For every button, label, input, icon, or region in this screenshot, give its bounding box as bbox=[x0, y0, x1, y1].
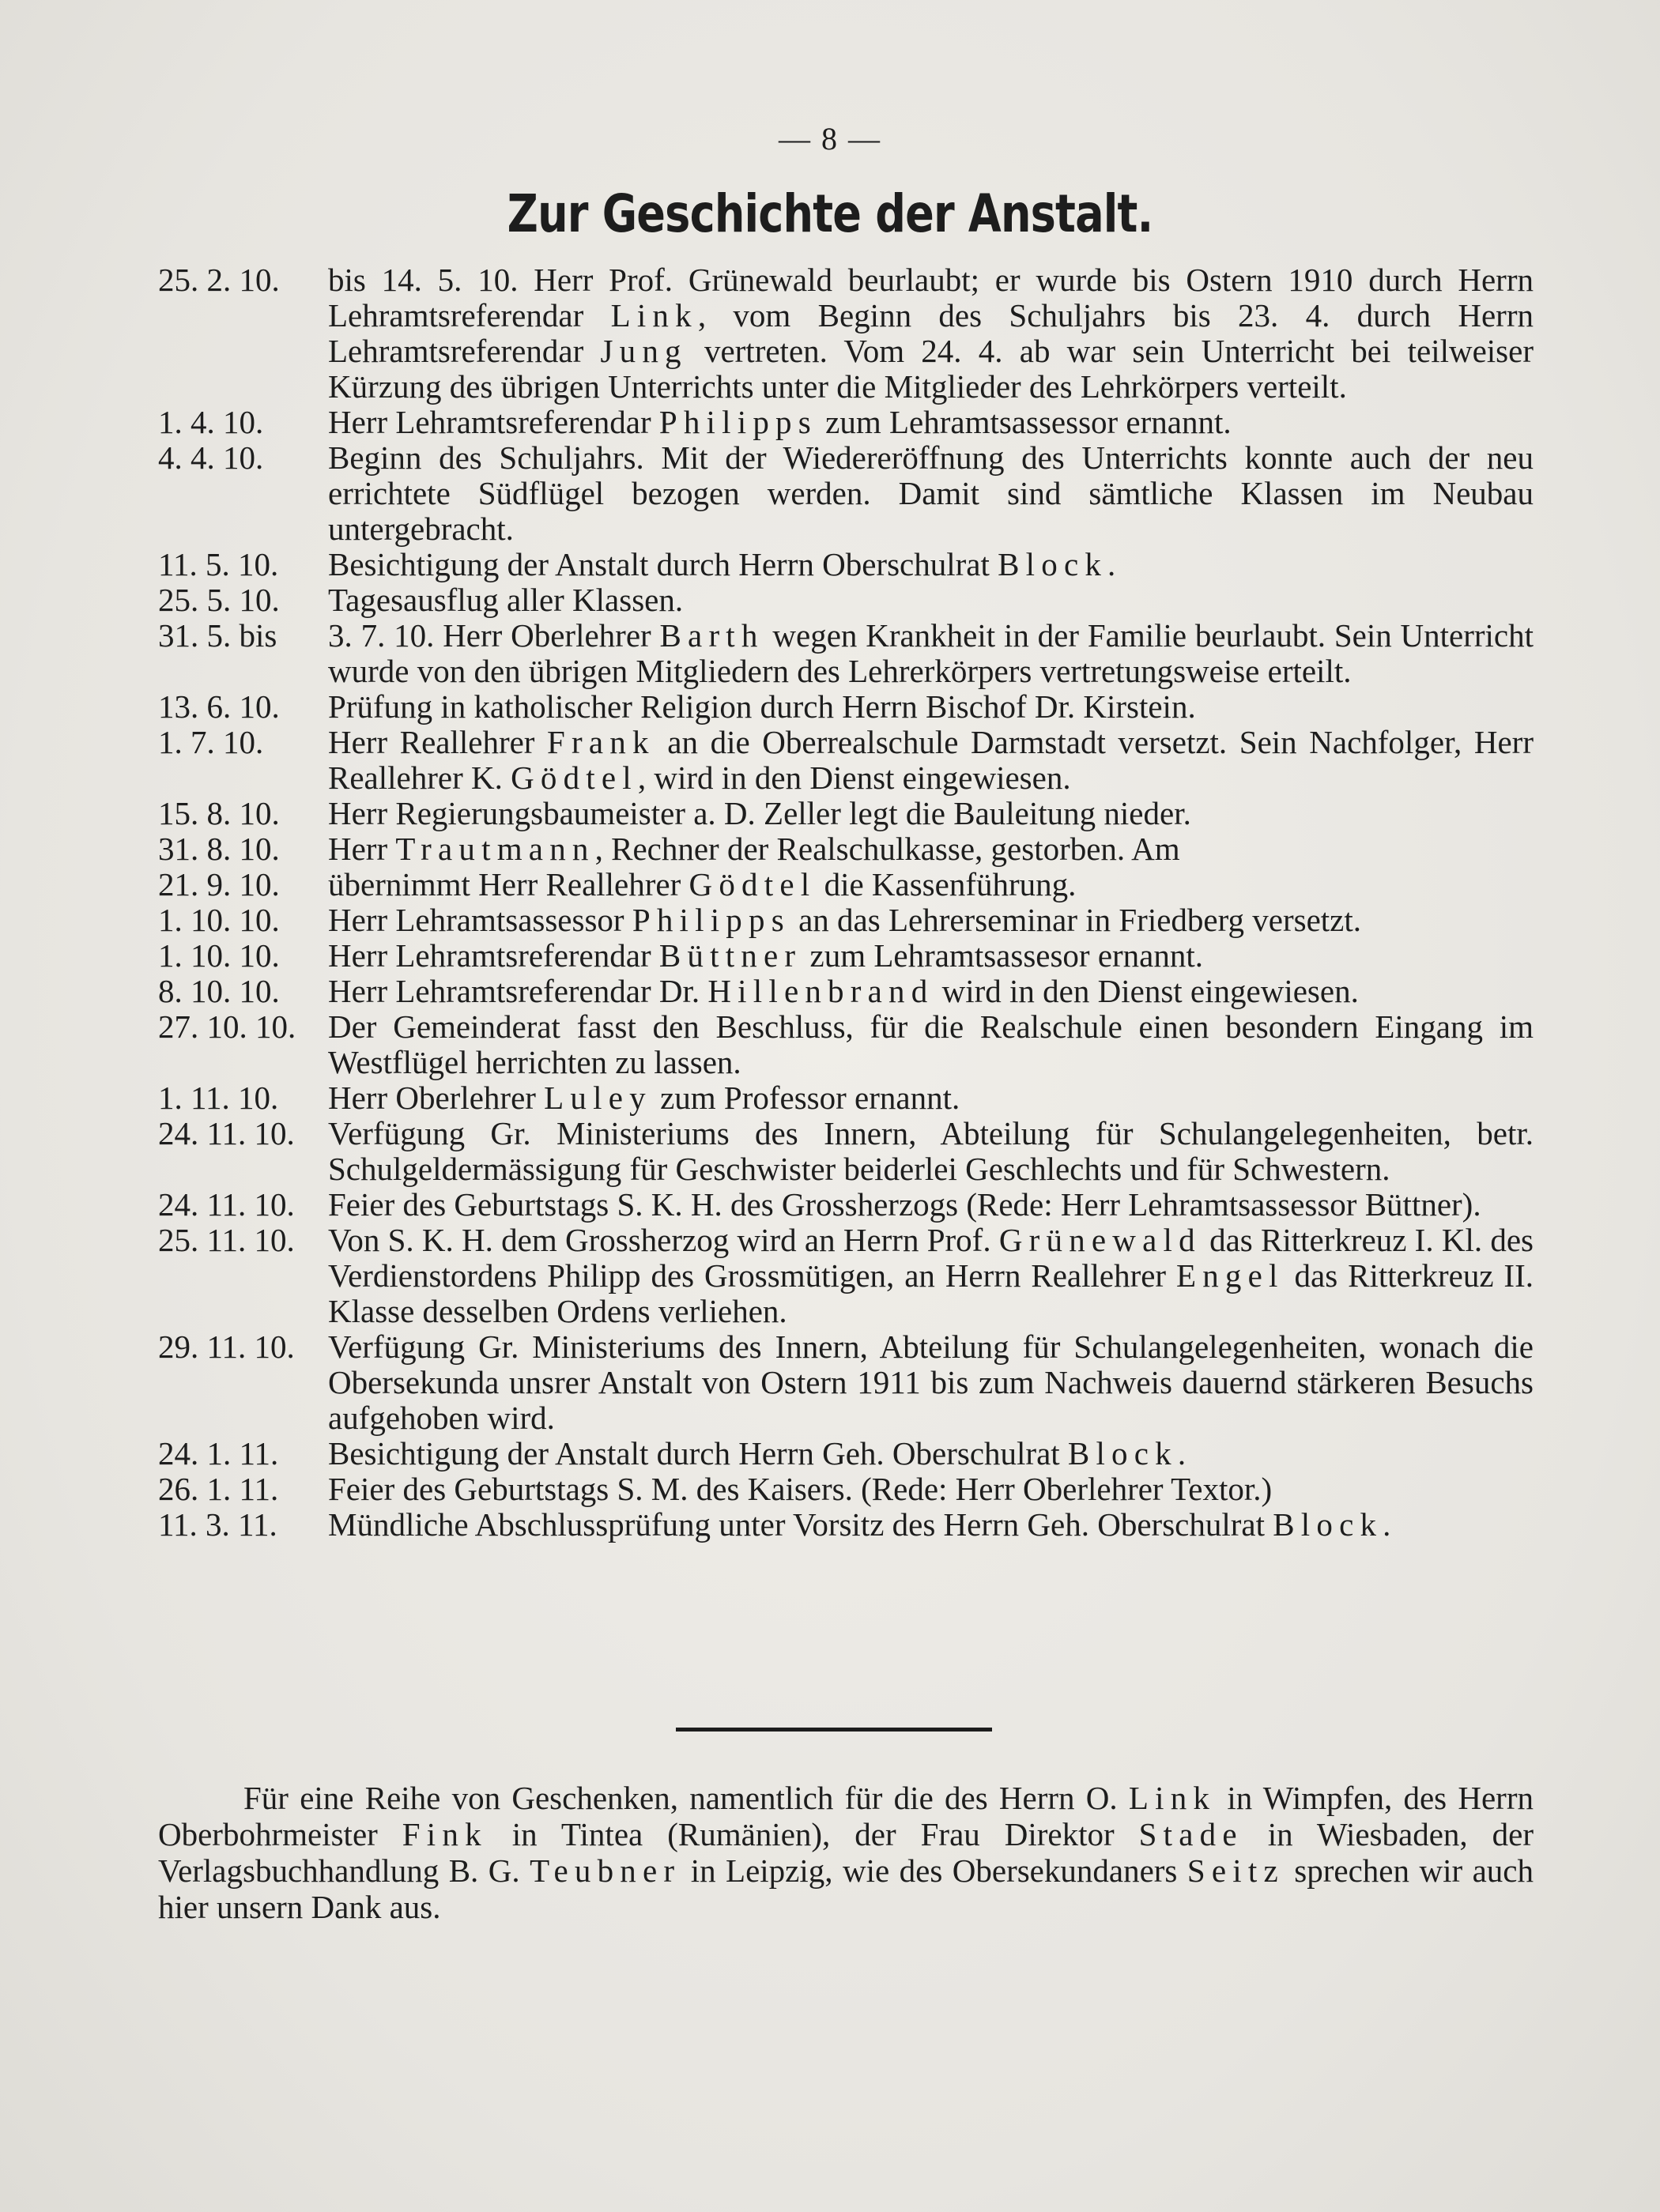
entry-text-segment: in Wimpfen, des Herrn Oberbohrmeister bbox=[158, 1780, 1534, 1852]
entry-text-segment: in Leipzig, wie des Obersekundaners bbox=[681, 1852, 1187, 1889]
page-title: Zur Geschichte der Anstalt. bbox=[507, 183, 1153, 244]
entry-date: 31. 8. 10. bbox=[158, 831, 280, 867]
entry-text-segment: , wird in den Dienst eingewiesen. bbox=[637, 759, 1071, 796]
chronicle-entry bbox=[158, 903, 1534, 938]
entry-date: 15. 8. 10. bbox=[158, 795, 280, 831]
entry-text-segment: zum Lehramtsassesor ernannt. bbox=[802, 937, 1204, 974]
entry-date: 24. 11. 10. bbox=[158, 1115, 295, 1151]
entry-text-segment: in Tintea (Rumänien), der Frau Direktor bbox=[487, 1816, 1139, 1852]
spaced-name: Barth bbox=[659, 617, 764, 654]
entry-date: 26. 1. 11. bbox=[158, 1471, 279, 1507]
entry-text-segment: Herr Oberlehrer bbox=[328, 1080, 545, 1116]
entry-text-segment: Verfügung Gr. Ministeriums des Innern, Abteilung für Schulangelegenheiten, wonach die Obersekunda unsrer Anstalt von Ostern 1911 bis zum Nachweis dauernd stärkeren Besuchs aufgehoben wird. bbox=[328, 1328, 1534, 1436]
entry-text-segment: Mündliche Abschlussprüfung unter Vorsitz des Herrn Geh. Oberschulrat bbox=[328, 1506, 1273, 1543]
entry-date: 1. 4. 10. bbox=[158, 404, 264, 440]
entry-date: 11. 3. 11. bbox=[158, 1506, 277, 1543]
entry-text-segment: Besichtigung der Anstalt durch Herrn Oberschulrat bbox=[328, 546, 998, 582]
entry-text-segment: 3. 7. 10. Herr Oberlehrer bbox=[328, 617, 660, 654]
entry-text-segment: Prüfung in katholischer Religion durch Herrn Bischof Dr. Kirstein. bbox=[328, 688, 1196, 725]
entry-date: 11. 5. 10. bbox=[158, 546, 279, 582]
entry-text bbox=[328, 1187, 1534, 1223]
chronicle-entry bbox=[158, 974, 1534, 1009]
entry-text bbox=[328, 903, 1534, 938]
entry-text bbox=[328, 547, 1534, 582]
entry-text bbox=[328, 440, 1534, 547]
chronicle-entry bbox=[158, 1116, 1534, 1187]
entry-date: 21. 9. 10. bbox=[158, 866, 280, 903]
entry-text-segment: Feier des Geburtstags S. M. des Kaisers. (Rede: Herr Oberlehrer Textor.) bbox=[328, 1471, 1273, 1507]
chronicle-entry bbox=[158, 938, 1534, 974]
entry-text-segment: , vom Beginn des Schuljahrs bis 23. 4. durch Herrn Lehramtsreferendar bbox=[328, 297, 1534, 369]
entry-date: 24. 11. 10. bbox=[158, 1186, 295, 1223]
chronicle-entry bbox=[158, 867, 1534, 903]
entry-text-segment: vertreten. Vom 24. 4. ab war sein Unterricht bei teilweiser Kürzung des übrigen Unterrichts unter die Mitglieder des Lehrkörpers verteilt. bbox=[328, 333, 1534, 405]
entry-date: 1. 7. 10. bbox=[158, 724, 264, 760]
entry-text-segment: Herr Regierungsbaumeister a. D. Zeller legt die Bauleitung nieder. bbox=[328, 795, 1191, 831]
entry-text-segment: sprechen wir auch hier unsern Dank aus. bbox=[158, 1852, 1534, 1925]
chronicle-entry bbox=[158, 831, 1534, 867]
page-number: — 8 — bbox=[779, 121, 881, 156]
entry-text-segment: wird in den Dienst eingewiesen. bbox=[934, 973, 1359, 1009]
spaced-name: Link bbox=[610, 297, 698, 333]
chronicle-entry bbox=[158, 796, 1534, 831]
spaced-name: Gödtel bbox=[511, 759, 638, 796]
entry-text bbox=[328, 262, 1534, 405]
spaced-name: Frank bbox=[547, 724, 655, 760]
spaced-name: Luley bbox=[544, 1080, 652, 1116]
entry-text bbox=[328, 1329, 1534, 1436]
entry-date: 29. 11. 10. bbox=[158, 1328, 295, 1365]
chronicle-entry bbox=[158, 547, 1534, 582]
chronicle-entry bbox=[158, 1329, 1534, 1436]
spaced-name: Block bbox=[1273, 1506, 1383, 1543]
entry-text-segment: Beginn des Schuljahrs. Mit der Wiedereröffnung des Unterrichts konnte auch der neu errichtete Südflügel bezogen werden. Damit sind sämtliche Klassen im Neubau untergebracht. bbox=[328, 439, 1534, 547]
entry-text bbox=[328, 974, 1534, 1009]
spaced-name: Philipps bbox=[632, 902, 790, 938]
spaced-name: Jung bbox=[600, 333, 688, 369]
entry-text-segment: das Ritterkreuz I. Kl. des Verdienstordens Philipp des Grossmütigen, an Herrn Reallehrer bbox=[328, 1222, 1534, 1294]
entry-text-segment: zum Lehramtsassessor ernannt. bbox=[817, 404, 1232, 440]
entry-text-segment: Herr Reallehrer bbox=[328, 724, 548, 760]
entry-text-segment: Von S. K. H. dem Grossherzog wird an Herrn Prof. bbox=[328, 1222, 999, 1258]
entry-text-segment: Besichtigung der Anstalt durch Herrn Geh. Oberschulrat bbox=[328, 1435, 1068, 1472]
spaced-name: Link bbox=[1128, 1780, 1217, 1816]
spaced-name: Philipps bbox=[658, 404, 817, 440]
entry-text-segment: Herr Lehramtsreferendar Dr. bbox=[328, 973, 708, 1009]
entry-date: 1. 10. 10. bbox=[158, 937, 280, 974]
entry-date: 25. 11. 10. bbox=[158, 1222, 295, 1258]
entry-text bbox=[328, 1507, 1534, 1543]
entry-text bbox=[328, 405, 1534, 440]
entry-text bbox=[328, 831, 1534, 867]
chronicle-entry bbox=[158, 262, 1534, 405]
entry-date: 4. 4. 10. bbox=[158, 439, 264, 476]
chronicle-entry bbox=[158, 1223, 1534, 1329]
entry-text bbox=[328, 1080, 1534, 1116]
chronicle-entry bbox=[158, 1472, 1534, 1507]
entry-date: 25. 5. 10. bbox=[158, 582, 280, 618]
spaced-name: Fink bbox=[402, 1816, 488, 1852]
entry-text-segment: Verfügung Gr. Ministeriums des Innern, Abteilung für Schulangelegenheiten, betr. Schulgeldermässigung für Geschwister beiderlei Geschlechts und für Schwestern. bbox=[328, 1115, 1534, 1187]
entry-text-segment: in Wiesbaden, der Verlagsbuchhandlung B. G. bbox=[158, 1816, 1534, 1889]
entry-text-segment: Herr Lehramtsreferendar bbox=[328, 404, 659, 440]
spaced-name: Gödtel bbox=[689, 866, 817, 903]
chronicle-entry bbox=[158, 1187, 1534, 1223]
chronicle-entry bbox=[158, 1080, 1534, 1116]
entry-text-segment: Herr Lehramtsassessor bbox=[328, 902, 632, 938]
entry-date: 31. 5. bis bbox=[158, 617, 277, 654]
entry-text-segment: Der Gemeinderat fasst den Beschluss, für die Realschule einen besondern Eingang im Westflügel herrichten zu lassen. bbox=[328, 1008, 1534, 1080]
entry-text bbox=[328, 1223, 1534, 1329]
entry-text bbox=[328, 618, 1534, 689]
chronicle-entry bbox=[158, 618, 1534, 689]
entry-text-segment: , Rechner der Realschulkasse, gestorben. Am bbox=[594, 831, 1180, 867]
entry-text-segment: wegen Krankheit in der Familie beurlaubt. Sein Unterricht wurde von den übrigen Mitgliedern des Lehrerkörpers vertretungsweise erteilt. bbox=[328, 617, 1534, 689]
spaced-name: Block bbox=[1067, 1435, 1178, 1472]
entry-date: 13. 6. 10. bbox=[158, 688, 280, 725]
chronicle-entry bbox=[158, 440, 1534, 547]
entry-text bbox=[328, 796, 1534, 831]
entry-text-segment: Feier des Geburtstags S. K. H. des Grossherzogs (Rede: Herr Lehramtsassessor Büttner). bbox=[328, 1186, 1481, 1223]
entry-date: 27. 10. 10. bbox=[158, 1008, 296, 1045]
chronicle-entry bbox=[158, 582, 1534, 618]
spaced-name: Engel bbox=[1175, 1257, 1285, 1294]
entry-text bbox=[328, 689, 1534, 725]
spaced-name: Teubner bbox=[530, 1852, 681, 1889]
entry-text bbox=[328, 725, 1534, 796]
entry-date: 24. 1. 11. bbox=[158, 1435, 279, 1472]
entry-date: 1. 10. 10. bbox=[158, 902, 280, 938]
section-divider bbox=[676, 1728, 992, 1732]
entry-text-segment: . bbox=[1177, 1435, 1187, 1472]
entry-text bbox=[328, 1116, 1534, 1187]
chronicle-list bbox=[158, 262, 1534, 1543]
spaced-name: Büttner bbox=[658, 937, 802, 974]
entry-text-segment: die Kassenführung. bbox=[816, 866, 1077, 903]
chronicle-entry bbox=[158, 1436, 1534, 1472]
entry-date: 1. 11. 10. bbox=[158, 1080, 279, 1116]
entry-text-segment: bis 14. 5. 10. Herr Prof. Grünewald beurlaubt; er wurde bis Ostern 1910 durch Herrn Lehramtsreferendar bbox=[328, 262, 1534, 333]
entry-text-segment: . bbox=[1383, 1506, 1391, 1543]
entry-text bbox=[328, 1009, 1534, 1080]
entry-text bbox=[328, 1472, 1534, 1507]
entry-date: 25. 2. 10. bbox=[158, 262, 280, 298]
spaced-name: Trautmann bbox=[395, 831, 595, 867]
entry-text-segment: das Ritterkreuz II. Klasse desselben Ordens verliehen. bbox=[328, 1257, 1534, 1329]
entry-text-segment: an das Lehrerseminar in Friedberg versetzt. bbox=[790, 902, 1362, 938]
chronicle-entry bbox=[158, 1507, 1534, 1543]
entry-text-segment: Für eine Reihe von Geschenken, namentlich für die des Herrn O. bbox=[243, 1780, 1129, 1816]
entry-text-segment: zum Professor ernannt. bbox=[651, 1080, 960, 1116]
entry-text-segment: an die Oberrealschule Darmstadt versetzt. Sein Nachfolger, Herr Reallehrer K. bbox=[328, 724, 1534, 796]
entry-text-segment: Herr Lehramtsreferendar bbox=[328, 937, 659, 974]
chronicle-entry bbox=[158, 725, 1534, 796]
entry-text bbox=[328, 1436, 1534, 1472]
entry-text-segment: Herr bbox=[328, 831, 396, 867]
chronicle-entry bbox=[158, 1009, 1534, 1080]
entry-text bbox=[328, 867, 1534, 903]
entry-date: 8. 10. 10. bbox=[158, 973, 280, 1009]
entry-text-segment: . bbox=[1107, 546, 1116, 582]
entry-text bbox=[328, 582, 1534, 618]
entry-text bbox=[328, 938, 1534, 974]
chronicle-entry bbox=[158, 405, 1534, 440]
acknowledgement-paragraph bbox=[158, 1780, 1534, 1925]
entry-text-segment: Tagesausflug aller Klassen. bbox=[328, 582, 684, 618]
spaced-name: Block bbox=[998, 546, 1108, 582]
spaced-name: Stade bbox=[1138, 1816, 1243, 1852]
entry-text-segment: übernimmt Herr Reallehrer bbox=[328, 866, 689, 903]
chronicle-entry bbox=[158, 689, 1534, 725]
spaced-name: Hillenbrand bbox=[707, 973, 934, 1009]
spaced-name: Grünewald bbox=[998, 1222, 1202, 1258]
spaced-name: Seitz bbox=[1187, 1852, 1285, 1889]
